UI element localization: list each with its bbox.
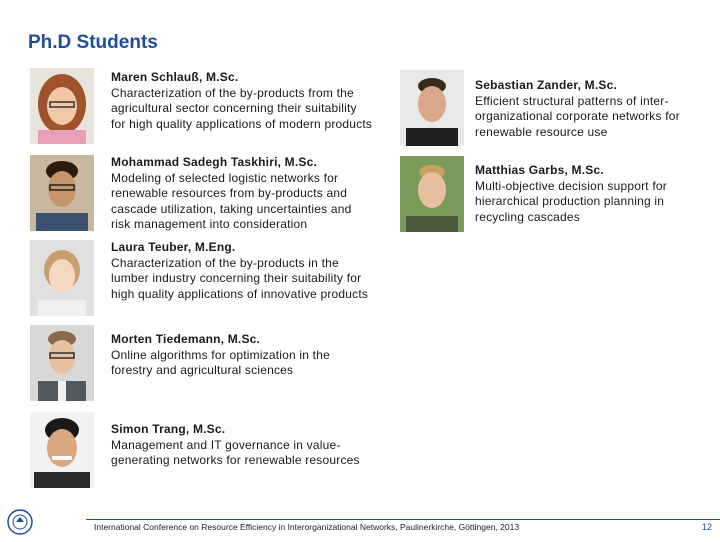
student-entry	[475, 78, 697, 140]
student-topic: Management and IT governance in value-generating networks for renewable resources	[111, 437, 360, 467]
page-title: Ph.D Students	[28, 32, 158, 53]
student-topic: Multi-objective decision support for hierarchical production planning in recycling cascades	[475, 178, 667, 224]
student-photo-sebastian	[400, 70, 464, 146]
student-topic: Modeling of selected logistic networks for renewable resources from by-products and cascade utilization, taking uncertainties and risk management into consideration	[111, 170, 352, 231]
student-name: Maren Schlauß, M.Sc.	[111, 70, 239, 84]
student-entry	[111, 155, 373, 233]
student-name: Matthias Garbs, M.Sc.	[475, 163, 604, 177]
student-name: Simon Trang, M.Sc.	[111, 422, 226, 436]
student-entry	[475, 163, 697, 225]
footer-divider	[86, 519, 720, 520]
student-topic: Characterization of the by-products in the lumber industry concerning their suitability for high quality applications of innovative products	[111, 255, 369, 301]
student-entry	[111, 70, 373, 132]
student-photo-maren	[30, 68, 94, 144]
student-topic: Efficient structural patterns of inter-organizational corporate networks for renewable resource use	[475, 93, 680, 139]
student-name: Laura Teuber, M.Eng.	[111, 240, 236, 254]
university-seal-logo	[4, 507, 38, 537]
page-number: 12	[701, 522, 712, 532]
student-photo-matthias	[400, 156, 464, 232]
student-entry	[111, 332, 373, 379]
student-photo-laura	[30, 240, 94, 316]
student-entry	[111, 422, 373, 469]
footer-text: International Conference on Resource Efficiency in Interorganizational Networks, Paulinerkirche, Göttingen, 2013	[94, 522, 520, 532]
student-photo-morten	[30, 325, 94, 401]
student-topic: Online algorithms for optimization in the forestry and agricultural sciences	[111, 347, 330, 377]
student-entry	[111, 240, 373, 302]
student-name: Morten Tiedemann, M.Sc.	[111, 332, 261, 346]
student-photo-mohammad	[30, 155, 94, 231]
student-topic: Characterization of the by-products from the agricultural sector concerning their suitability for high quality applications of modern products	[111, 85, 373, 131]
student-name: Sebastian Zander, M.Sc.	[475, 78, 617, 92]
student-name: Mohammad Sadegh Taskhiri, M.Sc.	[111, 155, 318, 169]
student-photo-simon	[30, 412, 94, 488]
